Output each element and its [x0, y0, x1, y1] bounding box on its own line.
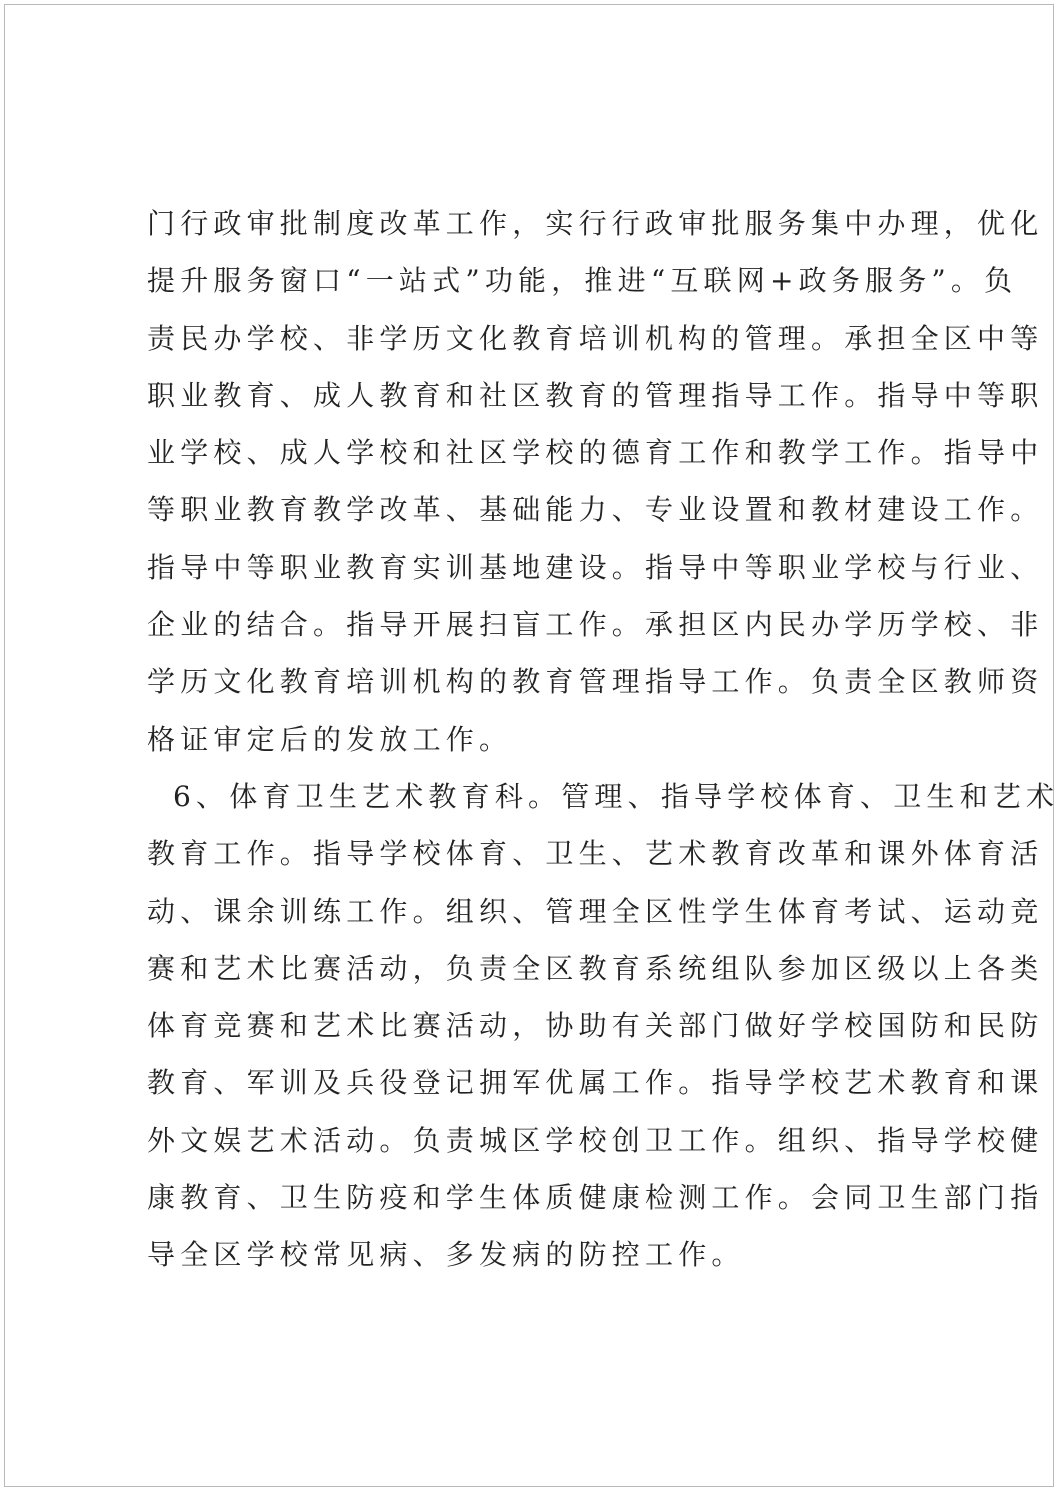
- text-line: 指导中等职业教育实训基地建设。指导中等职业学校与行业、: [147, 550, 1044, 584]
- section-heading-line: 6、体育卫生艺术教育科。管理、指导学校体育、卫生和艺术: [173, 779, 1060, 813]
- text-line: 体育竞赛和艺术比赛活动，协助有关部门做好学校国防和民防: [147, 1009, 1044, 1043]
- text-line: 教育、军训及兵役登记拥军优属工作。指导学校艺术教育和课: [147, 1066, 1044, 1100]
- text-line: 外文娱艺术活动。负责城区学校创卫工作。组织、指导学校健: [147, 1123, 1044, 1157]
- text-line: 提升服务窗口“一站式”功能，推进“互联网+政务服务”。负: [147, 264, 1018, 298]
- text-line: 等职业教育教学改革、基础能力、专业设置和教材建设工作。: [147, 493, 1044, 527]
- document-page: [4, 4, 1060, 1487]
- text-line: 企业的结合。指导开展扫盲工作。承担区内民办学历学校、非: [147, 608, 1044, 642]
- text-line: 学历文化教育培训机构的教育管理指导工作。负责全区教师资: [147, 665, 1044, 699]
- text-line: 门行政审批制度改革工作，实行行政审批服务集中办理，优化: [147, 207, 1044, 240]
- document-body: [147, 195, 1060, 1284]
- text-line: 教育工作。指导学校体育、卫生、艺术教育改革和课外体育活: [147, 837, 1044, 871]
- text-line: 导全区学校常见病、多发病的防控工作。: [147, 1238, 745, 1272]
- text-line: 业学校、成人学校和社区学校的德育工作和教学工作。指导中: [147, 436, 1044, 470]
- text-line: 责民办学校、非学历文化教育培训机构的管理。承担全区中等: [147, 321, 1044, 355]
- text-line: 康教育、卫生防疫和学生体质健康检测工作。会同卫生部门指: [147, 1181, 1044, 1215]
- text-line: 格证审定后的发放工作。: [147, 722, 513, 756]
- text-line: 职业教育、成人教育和社区教育的管理指导工作。指导中等职: [147, 378, 1044, 412]
- text-line: 赛和艺术比赛活动，负责全区教育系统组队参加区级以上各类: [147, 951, 1044, 985]
- text-line: 动、课余训练工作。组织、管理全区性学生体育考试、运动竞: [147, 894, 1044, 928]
